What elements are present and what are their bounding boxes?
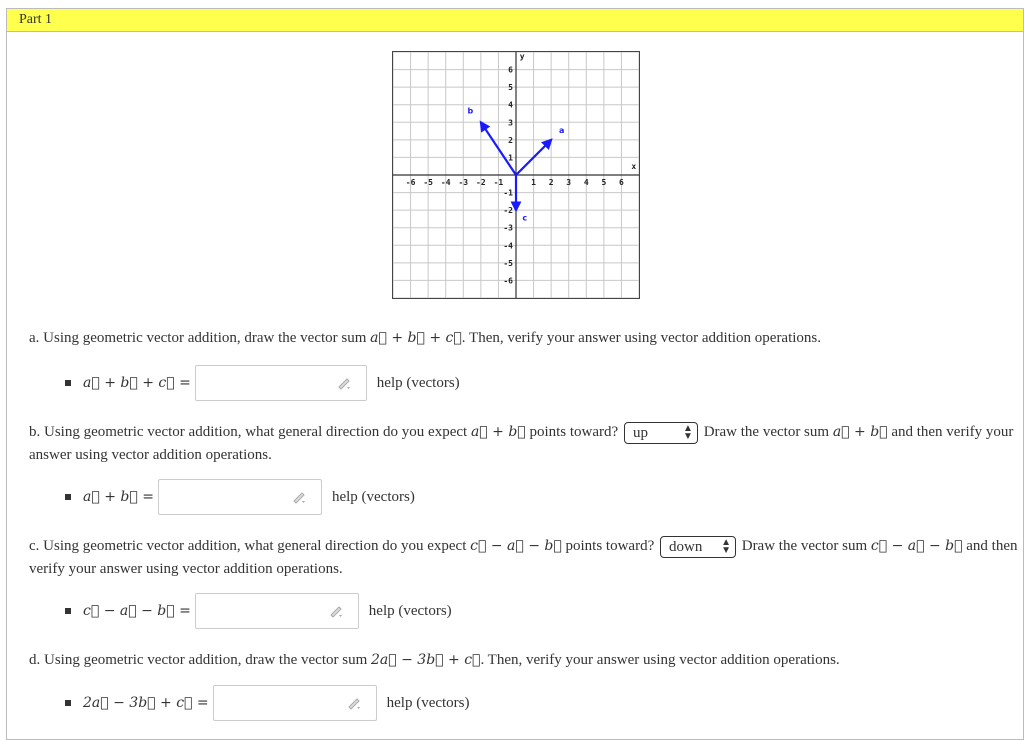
answer-input-a[interactable] xyxy=(195,365,367,401)
answer-row-a xyxy=(65,365,460,401)
question-text-after: . Then, verify your answer using vector addition operations. xyxy=(461,330,822,346)
x-tick-label: 3 xyxy=(566,178,572,187)
part-header xyxy=(7,9,1023,32)
part-title: Part 1 xyxy=(19,12,53,27)
y-tick-label: -2 xyxy=(503,206,513,216)
answer-label: 2a⃗ − 3b⃗ + c⃗ = xyxy=(83,695,209,711)
y-tick-label: -4 xyxy=(503,241,513,251)
pencil-icon[interactable] xyxy=(336,376,352,390)
pencil-icon[interactable] xyxy=(346,696,362,710)
question-text: Using geometric vector addition, draw the vector sum xyxy=(44,652,368,668)
bullet-icon xyxy=(65,494,71,500)
y-tick-label: -6 xyxy=(503,276,513,286)
question-text: Using geometric vector addition, what general direction do you expect xyxy=(44,424,468,440)
select-value: up xyxy=(632,424,648,441)
question-letter: d. xyxy=(29,652,41,668)
bullet-icon xyxy=(65,380,71,386)
vector-label-c: c xyxy=(522,213,528,223)
question-expr-2: a⃗ + b⃗ xyxy=(832,424,888,440)
question-text-after-2: and then verify your answer using vector addition operations. xyxy=(29,424,1014,463)
updown-arrows-icon: ▲ ▼ xyxy=(683,422,693,442)
answer-row-d xyxy=(65,685,470,721)
x-tick-label: -4 xyxy=(440,178,451,187)
help-link[interactable]: help (vectors) xyxy=(368,602,452,619)
question-expr-2: c⃗ − a⃗ − b⃗ xyxy=(870,538,963,554)
question-text: Using geometric vector addition, draw the vector sum xyxy=(43,330,367,346)
vector-label-a: a xyxy=(558,125,565,135)
x-tick-label: -3 xyxy=(458,178,469,187)
pencil-icon[interactable] xyxy=(328,604,344,618)
question-text-mid: points toward? xyxy=(529,424,619,440)
question-text-after: Draw the vector sum xyxy=(741,538,868,554)
updown-arrows-icon: ▲ ▼ xyxy=(721,536,731,556)
vector-label-b: b xyxy=(467,106,474,116)
answer-input-b[interactable] xyxy=(158,479,322,515)
x-tick-label: 2 xyxy=(548,178,554,187)
question-text-after: Draw the vector sum xyxy=(703,424,830,440)
y-tick-label: 6 xyxy=(508,65,513,75)
help-link[interactable]: help (vectors) xyxy=(386,694,470,711)
question-b xyxy=(29,421,1019,466)
y-tick-label: -1 xyxy=(503,188,513,198)
answer-input-d[interactable] xyxy=(213,685,377,721)
pencil-icon[interactable] xyxy=(291,490,307,504)
answer-label: a⃗ + b⃗ = xyxy=(83,489,154,505)
question-letter: a. xyxy=(29,330,40,346)
x-tick-label: 6 xyxy=(619,178,624,187)
y-tick-label: 4 xyxy=(508,100,513,110)
y-tick-label: 2 xyxy=(508,135,513,145)
direction-select-c[interactable] xyxy=(660,536,736,558)
x-tick-label: 5 xyxy=(601,178,607,187)
answer-row-b xyxy=(65,479,415,515)
y-tick-label: 3 xyxy=(508,118,513,128)
question-letter: b. xyxy=(29,424,41,440)
y-tick-label: 5 xyxy=(508,83,513,93)
question-expr: a⃗ + b⃗ xyxy=(470,424,526,440)
question-text: Using geometric vector addition, what general direction do you expect xyxy=(43,538,467,554)
question-letter: c. xyxy=(29,538,40,554)
x-tick-label: -5 xyxy=(423,178,433,187)
answer-label: a⃗ + b⃗ + c⃗ = xyxy=(83,375,191,391)
question-text-after-2: and then verify your answer using vector addition operations. xyxy=(29,538,1018,577)
x-tick-label: 4 xyxy=(583,178,589,187)
y-tick-label: 1 xyxy=(508,153,513,163)
vector-graph xyxy=(392,51,640,299)
question-d xyxy=(29,649,1019,671)
answer-label: c⃗ − a⃗ − b⃗ = xyxy=(83,603,191,619)
question-c xyxy=(29,535,1019,580)
y-tick-label: -5 xyxy=(503,258,513,268)
y-axis-label: y xyxy=(519,52,525,62)
x-tick-label: -1 xyxy=(493,178,504,187)
y-tick-label: -3 xyxy=(503,223,513,233)
question-expr: a⃗ + b⃗ + c⃗ xyxy=(370,330,462,346)
x-tick-label: -2 xyxy=(476,178,486,187)
question-expr: 2a⃗ − 3b⃗ + c⃗ xyxy=(371,652,481,668)
help-link[interactable]: help (vectors) xyxy=(376,374,460,391)
answer-row-c xyxy=(65,593,452,629)
question-a xyxy=(29,327,1019,349)
question-text-mid: points toward? xyxy=(565,538,655,554)
x-axis-label: x xyxy=(631,161,637,171)
answer-input-c[interactable] xyxy=(195,593,359,629)
select-value: down xyxy=(668,538,703,555)
direction-select-b[interactable] xyxy=(624,422,698,444)
assignment-panel xyxy=(6,8,1024,740)
bullet-icon xyxy=(65,608,71,614)
x-tick-label: -6 xyxy=(405,178,416,187)
question-expr: c⃗ − a⃗ − b⃗ xyxy=(470,538,562,554)
help-link[interactable]: help (vectors) xyxy=(331,488,415,505)
bullet-icon xyxy=(65,700,71,706)
question-text-after: . Then, verify your answer using vector addition operations. xyxy=(480,652,840,668)
x-tick-label: 1 xyxy=(531,178,536,187)
vector-graph-svg xyxy=(393,52,639,298)
